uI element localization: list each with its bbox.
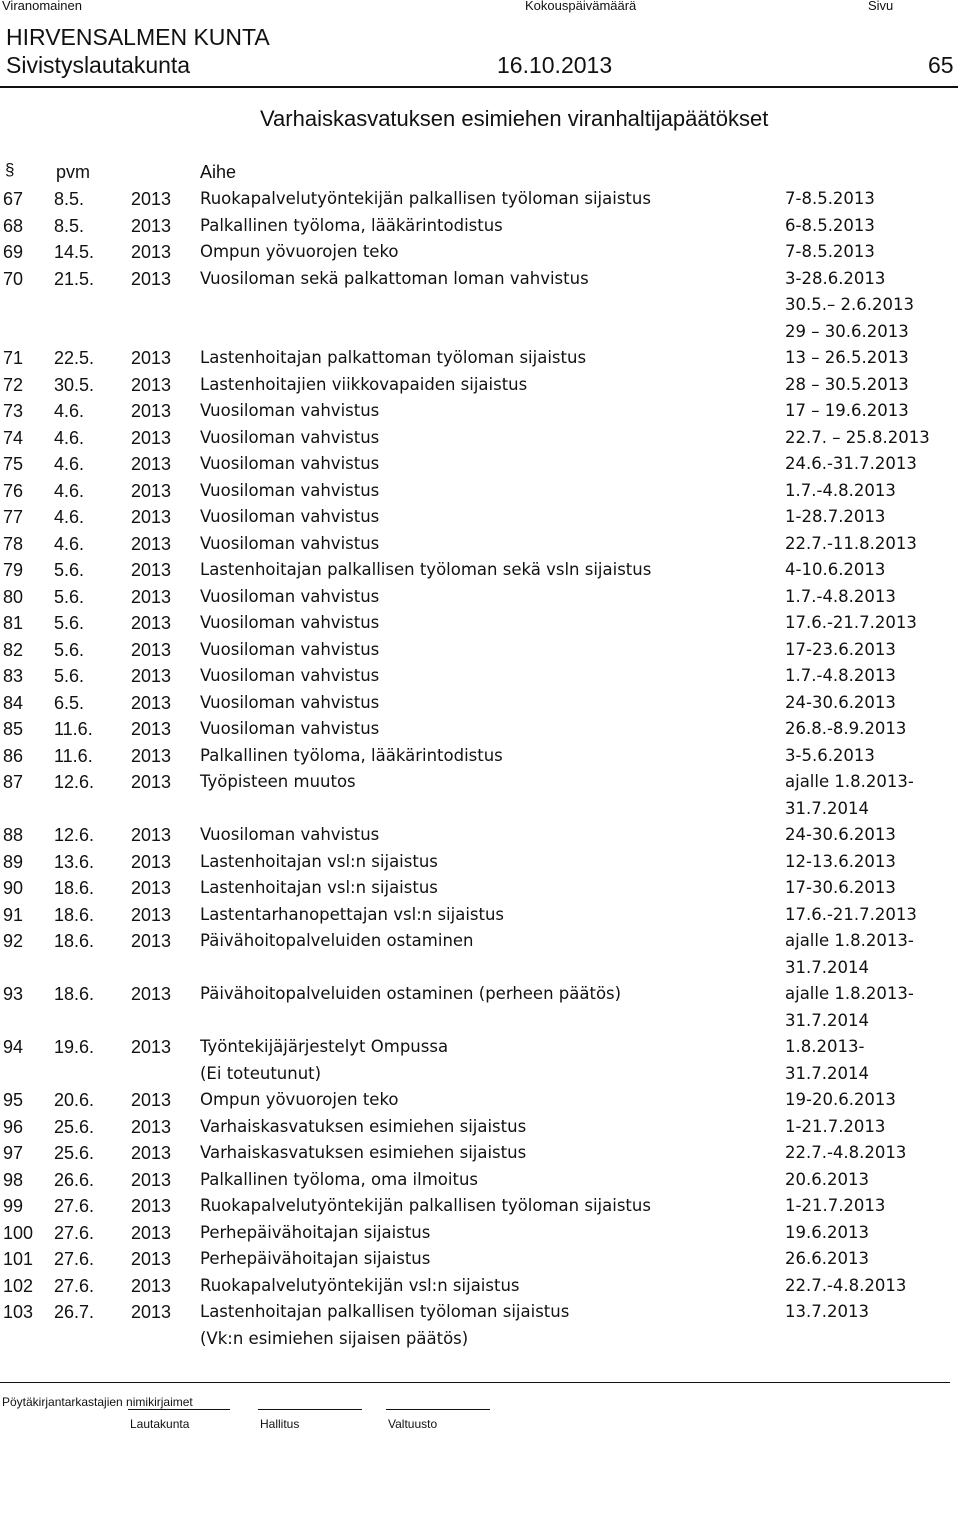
decision-subject: Ruokapalvelutyöntekijän palkallisen työloman sijaistus (200, 1196, 651, 1215)
decision-number: 77 (3, 507, 24, 527)
decision-date: 8.5. (54, 215, 85, 236)
table-row (0, 1034, 960, 1061)
decision-number: 82 (3, 639, 24, 660)
decision-number: 67 (3, 189, 24, 209)
section-title: Varhaiskasvatuksen esimiehen viranhaltijapäätökset (260, 106, 769, 131)
decision-subject: Lastenhoitajan palkallisen työloman sekä vsln sijaistus (200, 560, 652, 579)
table-row (0, 398, 960, 425)
decision-year: 2013 (131, 984, 172, 1004)
table-row (0, 1326, 960, 1353)
decision-year: 2013 (131, 189, 172, 209)
decision-subject: Päivähoitopalveluiden ostaminen (perheen päätös) (200, 984, 622, 1003)
decision-period: 22.7.-11.8.2013 (785, 533, 917, 553)
decision-year: 2013 (131, 666, 172, 686)
decision-subject: Ompun yövuorojen teko (200, 1090, 399, 1109)
decision-date: 30.5. (54, 374, 95, 395)
decision-list (0, 186, 960, 1352)
decision-subject: Lastenhoitajien viikkovapaiden sijaistus (200, 374, 528, 394)
decision-subject: Perhepäivähoitajan sijaistus (200, 1222, 431, 1242)
decision-subject: Lastenhoitajan vsl:n sijaistus (200, 878, 438, 897)
table-row (0, 822, 960, 849)
decision-period: 4-10.6.2013 (785, 560, 886, 579)
decision-subject: Vuosiloman vahvistus (200, 692, 380, 712)
table-row (0, 319, 960, 346)
decision-number: 89 (3, 851, 24, 872)
decision-year: 2013 (131, 1169, 172, 1190)
decision-number: 69 (3, 242, 24, 262)
decision-date: 18.6. (54, 878, 95, 898)
decision-number: 97 (3, 1143, 24, 1163)
decision-year: 2013 (131, 1275, 172, 1296)
decision-period: 31.7.2014 (785, 1063, 869, 1083)
table-row (0, 1008, 960, 1035)
decision-year: 2013 (131, 1090, 172, 1110)
authority-label: Viranomainen (2, 0, 82, 13)
decision-period: 1-21.7.2013 (785, 1196, 886, 1215)
decision-year: 2013 (131, 1302, 172, 1322)
decision-year: 2013 (131, 507, 172, 527)
table-row (0, 1140, 960, 1167)
decision-subject: Palkallinen työloma, lääkärintodistus (200, 215, 503, 235)
decision-date: 14.5. (54, 242, 95, 262)
decision-date: 11.6. (54, 745, 93, 766)
decision-number: 68 (3, 215, 24, 236)
decision-period: 1.7.-4.8.2013 (785, 586, 896, 606)
decision-year: 2013 (131, 1222, 172, 1243)
decision-subject: Lastenhoitajan vsl:n sijaistus (200, 851, 438, 871)
table-row (0, 557, 960, 584)
signature-line-lautakunta (128, 1409, 230, 1410)
decision-subject: Ruokapalvelutyöntekijän vsl:n sijaistus (200, 1275, 520, 1295)
decision-date: 27.6. (54, 1222, 95, 1243)
decision-period: 7-8.5.2013 (785, 242, 875, 261)
decision-subject: Ompun yövuorojen teko (200, 242, 399, 261)
decision-period: 19.6.2013 (785, 1222, 869, 1242)
signatures-label: Pöytäkirjantarkastajien nimikirjaimet (2, 1395, 193, 1409)
decision-year: 2013 (131, 401, 172, 421)
decision-subject: Vuosiloman sekä palkattoman loman vahvistus (200, 268, 589, 288)
decision-period: ajalle 1.8.2013- (785, 984, 914, 1003)
decision-year: 2013 (131, 1249, 172, 1269)
decision-year: 2013 (131, 931, 172, 951)
table-row (0, 425, 960, 452)
decision-period: 19-20.6.2013 (785, 1090, 896, 1109)
decision-number: 87 (3, 772, 24, 792)
decision-date: 13.6. (54, 851, 95, 872)
table-row (0, 372, 960, 399)
decision-subject: Vuosiloman vahvistus (200, 666, 380, 685)
decision-subject: Vuosiloman vahvistus (200, 613, 380, 632)
decision-year: 2013 (131, 480, 172, 501)
decision-date: 8.5. (54, 189, 85, 209)
decision-number: 102 (3, 1275, 34, 1296)
table-row (0, 1273, 960, 1300)
decision-number: 101 (3, 1249, 34, 1269)
decision-number: 79 (3, 560, 24, 580)
decision-date: 25.6. (54, 1116, 95, 1137)
table-row (0, 478, 960, 505)
decision-date: 4.6. (54, 533, 85, 554)
decision-date: 18.6. (54, 984, 95, 1004)
decision-date: 5.6. (54, 639, 85, 660)
table-row (0, 1114, 960, 1141)
decision-subject: Työntekijäjärjestelyt Ompussa (200, 1037, 449, 1056)
decision-subject: Palkallinen työloma, oma ilmoitus (200, 1169, 478, 1189)
decision-date: 27.6. (54, 1196, 95, 1216)
decision-subject: Vuosiloman vahvistus (200, 507, 380, 526)
decision-number: 91 (3, 904, 24, 925)
decision-date: 26.7. (54, 1302, 95, 1322)
decision-period: 29 – 30.6.2013 (785, 321, 909, 341)
decision-year: 2013 (131, 1143, 172, 1163)
page-number: 65 (928, 52, 954, 78)
decision-number: 71 (3, 348, 24, 368)
footer-divider (0, 1382, 950, 1383)
decision-year: 2013 (131, 586, 172, 607)
table-row (0, 1061, 960, 1088)
decision-period: 22.7.-4.8.2013 (785, 1143, 907, 1162)
table-row (0, 796, 960, 823)
decision-date: 4.6. (54, 401, 85, 421)
decision-number: 73 (3, 401, 24, 421)
decision-subject: Palkallinen työloma, lääkärintodistus (200, 745, 503, 765)
decision-number: 88 (3, 825, 24, 845)
table-row (0, 504, 960, 531)
footer-body-valtuusto: Valtuusto (388, 1417, 438, 1431)
decision-period: 1.8.2013- (785, 1037, 865, 1056)
decision-date: 12.6. (54, 825, 95, 845)
header-divider (0, 86, 958, 88)
decision-subject: Vuosiloman vahvistus (200, 401, 380, 420)
table-row (0, 584, 960, 611)
decision-period: 30.5.– 2.6.2013 (785, 295, 914, 314)
decision-number: 74 (3, 427, 24, 448)
section-bullet-icon: § (5, 160, 15, 179)
decision-period: 24-30.6.2013 (785, 692, 896, 712)
decision-period: 31.7.2014 (785, 798, 869, 818)
decision-number: 100 (3, 1222, 34, 1243)
decision-date: 5.6. (54, 666, 85, 686)
decision-date: 6.5. (54, 692, 85, 713)
decision-period: 24-30.6.2013 (785, 825, 896, 844)
decision-period: 17.6.-21.7.2013 (785, 904, 917, 924)
decision-subject: Vuosiloman vahvistus (200, 586, 380, 606)
decision-date: 27.6. (54, 1275, 95, 1296)
decision-date: 4.6. (54, 454, 85, 474)
decision-number: 96 (3, 1116, 24, 1137)
decision-period: 3-28.6.2013 (785, 268, 886, 288)
decision-number: 72 (3, 374, 24, 395)
decision-period: 7-8.5.2013 (785, 189, 875, 208)
decision-period: ajalle 1.8.2013- (785, 931, 914, 950)
signature-line-hallitus (258, 1409, 362, 1410)
decision-date: 4.6. (54, 427, 85, 448)
decision-subject: Lastentarhanopettajan vsl:n sijaistus (200, 904, 505, 924)
table-row (0, 451, 960, 478)
decision-subject: Varhaiskasvatuksen esimiehen sijaistus (200, 1116, 527, 1136)
table-row (0, 849, 960, 876)
table-row (0, 716, 960, 743)
decision-date: 5.6. (54, 560, 85, 580)
table-row (0, 213, 960, 240)
decision-subject: Perhepäivähoitajan sijaistus (200, 1249, 431, 1268)
decision-subject: (Vk:n esimiehen sijaisen päätös) (200, 1328, 469, 1348)
column-header-date: pvm (56, 162, 91, 182)
table-row (0, 690, 960, 717)
decision-subject: Vuosiloman vahvistus (200, 639, 380, 659)
decision-period: 17 – 19.6.2013 (785, 401, 909, 420)
signature-line-valtuusto (386, 1409, 490, 1410)
decision-period: 22.7.-4.8.2013 (785, 1275, 907, 1295)
decision-subject: Vuosiloman vahvistus (200, 427, 380, 447)
decision-period: 6-8.5.2013 (785, 215, 875, 235)
table-row (0, 1299, 960, 1326)
decision-subject: Työpisteen muutos (200, 772, 356, 791)
decision-date: 20.6. (54, 1090, 95, 1110)
decision-period: 17.6.-21.7.2013 (785, 613, 917, 632)
decision-date: 12.6. (54, 772, 95, 792)
decision-year: 2013 (131, 692, 172, 713)
department-name: Sivistyslautakunta (6, 52, 191, 78)
table-row (0, 743, 960, 770)
decision-year: 2013 (131, 745, 172, 766)
decision-date: 5.6. (54, 586, 85, 607)
table-row (0, 1167, 960, 1194)
decision-date: 18.6. (54, 931, 95, 951)
column-header-subject: Aihe (200, 162, 237, 182)
table-row (0, 955, 960, 982)
decision-date: 27.6. (54, 1249, 95, 1269)
decision-number: 75 (3, 454, 24, 474)
decision-number: 103 (3, 1302, 34, 1322)
decision-period: 31.7.2014 (785, 1010, 869, 1030)
decision-year: 2013 (131, 268, 172, 289)
decision-subject: (Ei toteutunut) (200, 1063, 322, 1083)
table-row (0, 1220, 960, 1247)
table-row (0, 769, 960, 796)
decision-number: 93 (3, 984, 24, 1004)
decision-subject: Vuosiloman vahvistus (200, 480, 380, 500)
decision-period: 28 – 30.5.2013 (785, 374, 909, 394)
decision-year: 2013 (131, 613, 172, 633)
decision-number: 95 (3, 1090, 24, 1110)
decision-year: 2013 (131, 904, 172, 925)
decision-period: 12-13.6.2013 (785, 851, 896, 871)
decision-number: 78 (3, 533, 24, 554)
decision-subject: Varhaiskasvatuksen esimiehen sijaistus (200, 1143, 527, 1162)
decision-subject: Päivähoitopalveluiden ostaminen (200, 931, 474, 950)
decision-year: 2013 (131, 1037, 172, 1057)
footer-body-lautakunta: Lautakunta (130, 1417, 190, 1431)
decision-subject: Vuosiloman vahvistus (200, 719, 380, 738)
decision-number: 80 (3, 586, 24, 607)
table-row (0, 266, 960, 293)
decision-subject: Lastenhoitajan palkattoman työloman sijaistus (200, 348, 587, 367)
decision-number: 99 (3, 1196, 24, 1216)
decision-period: ajalle 1.8.2013- (785, 772, 914, 791)
decision-period: 17-23.6.2013 (785, 639, 896, 659)
decision-year: 2013 (131, 851, 172, 872)
decision-date: 26.6. (54, 1169, 95, 1190)
decision-number: 70 (3, 268, 24, 289)
table-row (0, 531, 960, 558)
decision-year: 2013 (131, 772, 172, 792)
decision-period: 31.7.2014 (785, 957, 869, 977)
organization-name: HIRVENSALMEN KUNTA (6, 24, 270, 50)
table-row (0, 1193, 960, 1220)
table-row (0, 928, 960, 955)
decision-number: 83 (3, 666, 24, 686)
decision-number: 76 (3, 480, 24, 501)
decision-date: 25.6. (54, 1143, 95, 1163)
table-row (0, 610, 960, 637)
table-row (0, 981, 960, 1008)
table-row (0, 345, 960, 372)
decision-subject: Lastenhoitajan palkallisen työloman sijaistus (200, 1302, 570, 1321)
decision-number: 92 (3, 931, 24, 951)
decision-period: 1.7.-4.8.2013 (785, 480, 896, 500)
decision-date: 21.5. (54, 268, 95, 289)
decision-number: 90 (3, 878, 24, 898)
decision-number: 84 (3, 692, 24, 713)
decision-period: 26.6.2013 (785, 1249, 869, 1268)
decision-date: 4.6. (54, 480, 85, 501)
decision-year: 2013 (131, 719, 172, 739)
decision-period: 24.6.-31.7.2013 (785, 454, 917, 473)
decision-period: 13.7.2013 (785, 1302, 869, 1321)
decision-year: 2013 (131, 374, 172, 395)
meeting-date-label: Kokouspäivämäärä (525, 0, 637, 13)
decision-year: 2013 (131, 560, 172, 580)
decision-year: 2013 (131, 825, 172, 845)
decision-period: 22.7. – 25.8.2013 (785, 427, 930, 447)
decision-year: 2013 (131, 348, 172, 368)
page-label: Sivu (868, 0, 894, 13)
decision-date: 4.6. (54, 507, 85, 527)
decision-number: 86 (3, 745, 24, 766)
table-row (0, 875, 960, 902)
decision-period: 13 – 26.5.2013 (785, 348, 909, 367)
decision-number: 94 (3, 1037, 24, 1057)
decision-date: 18.6. (54, 904, 95, 925)
table-row (0, 1246, 960, 1273)
decision-year: 2013 (131, 215, 172, 236)
decision-period: 20.6.2013 (785, 1169, 869, 1189)
decision-date: 19.6. (54, 1037, 95, 1057)
decision-year: 2013 (131, 1116, 172, 1137)
decision-number: 85 (3, 719, 24, 739)
decision-year: 2013 (131, 878, 172, 898)
decision-date: 11.6. (54, 719, 93, 739)
table-row (0, 637, 960, 664)
footer-body-hallitus: Hallitus (260, 1417, 300, 1431)
decision-year: 2013 (131, 533, 172, 554)
decision-year: 2013 (131, 427, 172, 448)
table-row (0, 902, 960, 929)
decision-year: 2013 (131, 639, 172, 660)
decision-subject: Vuosiloman vahvistus (200, 825, 380, 844)
decision-number: 98 (3, 1169, 24, 1190)
decision-year: 2013 (131, 1196, 172, 1216)
table-row (0, 1087, 960, 1114)
decision-period: 3-5.6.2013 (785, 745, 875, 765)
decision-subject: Vuosiloman vahvistus (200, 533, 380, 553)
meeting-date: 16.10.2013 (497, 52, 613, 78)
table-row (0, 186, 960, 213)
decision-period: 26.8.-8.9.2013 (785, 719, 907, 738)
decision-date: 5.6. (54, 613, 85, 633)
decision-period: 17-30.6.2013 (785, 878, 896, 897)
table-row (0, 239, 960, 266)
table-row (0, 663, 960, 690)
decision-subject: Ruokapalvelutyöntekijän palkallisen työloman sijaistus (200, 189, 651, 208)
decision-period: 1-21.7.2013 (785, 1116, 886, 1136)
decision-date: 22.5. (54, 348, 95, 368)
decision-year: 2013 (131, 242, 172, 262)
decision-period: 1-28.7.2013 (785, 507, 886, 526)
decision-year: 2013 (131, 454, 172, 474)
decision-period: 1.7.-4.8.2013 (785, 666, 896, 685)
table-row (0, 292, 960, 319)
decision-subject: Vuosiloman vahvistus (200, 454, 380, 473)
decision-number: 81 (3, 613, 24, 633)
